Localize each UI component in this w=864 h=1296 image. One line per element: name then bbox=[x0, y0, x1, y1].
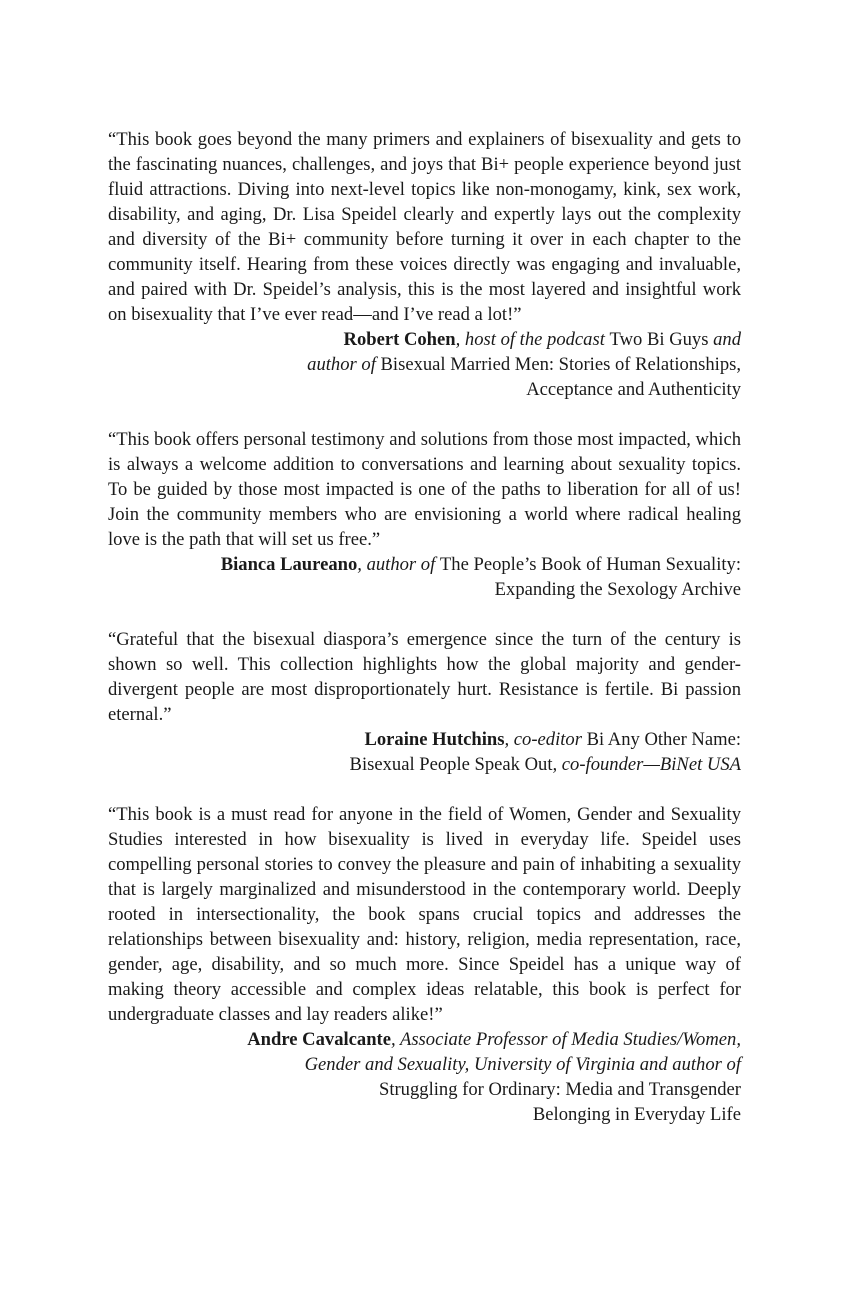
blurb-attribution-2 bbox=[108, 552, 741, 577]
blurb-attribution-4-line-3 bbox=[108, 1077, 741, 1102]
blurb-attribution-4 bbox=[108, 1027, 741, 1052]
work-title: Expanding the Sexology Archive bbox=[494, 579, 741, 600]
work-title: Bisexual People Speak Out bbox=[349, 754, 553, 775]
blurb-attribution-3-line-2 bbox=[108, 752, 741, 777]
author-name: Bianca Laureano bbox=[220, 554, 358, 575]
blurb-attribution-3 bbox=[108, 727, 741, 752]
work-title: Bi Any Other Name: bbox=[586, 729, 741, 750]
work-title: The People’s Book of Human Sexuality: bbox=[439, 554, 741, 575]
work-title: Belonging in Everyday Life bbox=[532, 1104, 741, 1125]
work-title: Two Bi Guys bbox=[609, 329, 709, 350]
author-role: , co-founder—BiNet USA bbox=[552, 754, 741, 775]
author-name: Loraine Hutchins bbox=[364, 729, 505, 750]
work-title: Bisexual Married Men: Stories of Relationships, bbox=[380, 354, 741, 375]
blurb-quote-4: “This book is a must read for anyone in the field of Women, Gender and Sexuality Studies interested in how bisexuality is lived in everyday life. Speidel uses compelling personal stories to convey the pleasure and pain of inhabiting a sexuality that is largely marginalized and misunderstood in the contemporary world. Deeply rooted in intersectionality, the book spans crucial topics and addresses the relationships between bisexuality and: history, religion, media representation, race, gender, age, disability, and so much more. Since Speidel has a unique way of making theory accessible and complex ideas relatable, this book is perfect for undergraduate classes and lay readers alike!” bbox=[108, 804, 741, 1025]
blurb-attribution-1-line-3 bbox=[108, 377, 741, 402]
blurb-quote-1: “This book goes beyond the many primers and explainers of bisexuality and gets to the fascinating nuances, challenges, and joys that Bi+ people experience beyond just fluid attractions. Diving into next-level topics like non-monogamy, kink, sex work, disability, and aging, Dr. Lisa Speidel clearly and expertly lays out the complexity and diversity of the Bi+ community before turning it over in each chapter to the community itself. Hearing from these voices directly was engaging and invaluable, and paired with Dr. Speidel’s analysis, this is the most layered and insightful work on bisexuality that I’ve ever read—and I’ve read a lot!” bbox=[108, 129, 741, 325]
blurb-quote-2: “This book offers personal testimony and solutions from those most impacted, which is always a welcome addition to conversations and learning about sexuality topics. To be guided by those most impacted is one of the paths to liberation for all of us! Join the community members who are envisioning a world where radical healing love is the path that will set us free.” bbox=[108, 429, 741, 550]
work-title: Acceptance and Authenticity bbox=[526, 379, 741, 400]
author-role: , co-editor bbox=[504, 729, 587, 750]
blurb-attribution-4-line-4 bbox=[108, 1102, 741, 1127]
blurb-attribution-1 bbox=[108, 327, 741, 352]
author-name: Andre Cavalcante bbox=[247, 1029, 391, 1050]
blurb-attribution-1-line-2 bbox=[108, 352, 741, 377]
author-role: , author of bbox=[357, 554, 440, 575]
blurb-quote-3: “Grateful that the bisexual diaspora’s emergence since the turn of the century is shown so well. This collection highlights how the global majority and gender-divergent people are most disproportionately hurt. Resistance is fertile. Bi passion eternal.” bbox=[108, 629, 741, 725]
spacer bbox=[108, 602, 741, 627]
author-role: author of bbox=[307, 354, 381, 375]
author-name: Robert Cohen bbox=[343, 329, 456, 350]
author-role: , host of the podcast bbox=[455, 329, 610, 350]
spacer bbox=[108, 402, 741, 427]
blurb-attribution-2-line-2 bbox=[108, 577, 741, 602]
work-title: Struggling for Ordinary: Media and Transgender bbox=[378, 1079, 741, 1100]
spacer bbox=[108, 777, 741, 802]
blurb-attribution-4-line-2 bbox=[108, 1052, 741, 1077]
author-role: , Associate Professor of Media Studies/Women, bbox=[391, 1029, 741, 1050]
author-role: Gender and Sexuality, University of Virginia and author of bbox=[304, 1054, 741, 1075]
blurbs-page bbox=[108, 127, 741, 1127]
author-role: and bbox=[708, 329, 741, 350]
